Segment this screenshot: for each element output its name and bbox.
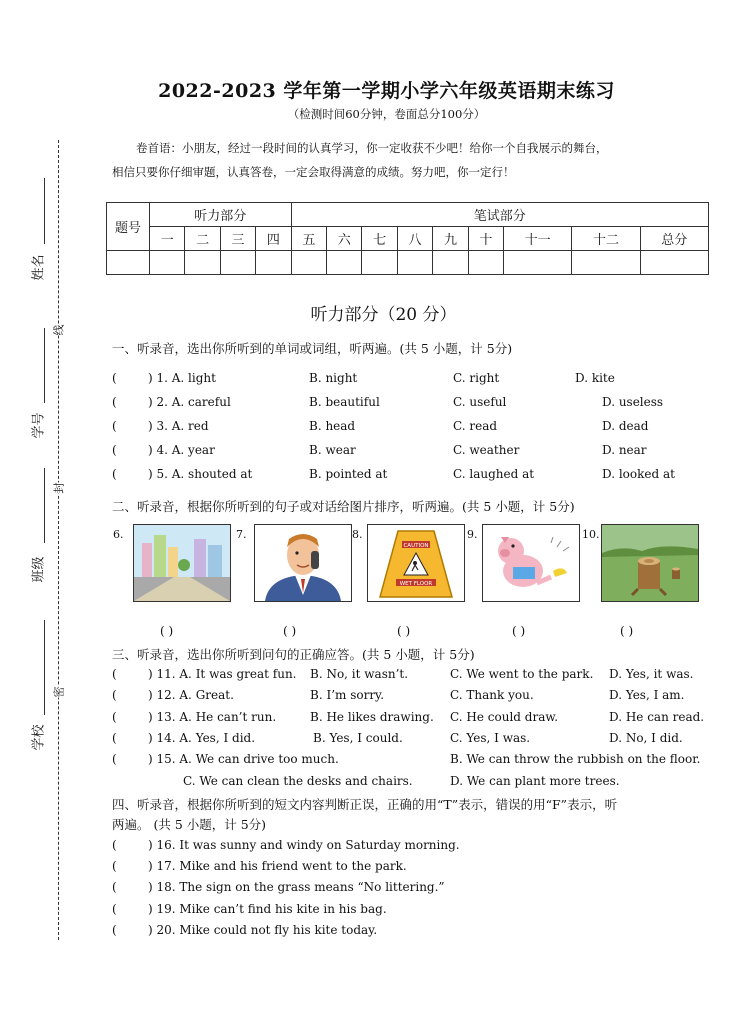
- score-cell[interactable]: [107, 251, 150, 275]
- answer-paren-open[interactable]: (: [112, 838, 117, 852]
- part3-instruction: 三、听录音，选出你所听到问句的正确应答。(共 5 小题，计 5分): [112, 647, 475, 662]
- score-col-10: 十: [468, 227, 503, 251]
- answer-paren-open[interactable]: (: [112, 667, 117, 681]
- score-table-row-label: 题号: [107, 203, 150, 251]
- wet-floor-text: WET FLOOR: [399, 581, 433, 587]
- option-b: B. night: [309, 371, 358, 385]
- option-b: B. Yes, I could.: [313, 731, 403, 745]
- name-fill-line: [44, 178, 45, 244]
- option-a: ) 1. A. light: [148, 371, 216, 385]
- option-c: C. read: [453, 419, 498, 433]
- school-fill-line: [44, 620, 45, 715]
- option-b: B. wear: [309, 443, 356, 457]
- option-d: D. He can read.: [609, 710, 705, 724]
- option-b: B. pointed at: [309, 467, 388, 481]
- score-col-total: 总分: [640, 227, 708, 251]
- option-b: B. No, it wasn’t.: [310, 667, 409, 681]
- score-cell[interactable]: [185, 251, 220, 275]
- option-a: ) 15. A. We can drive too much.: [148, 752, 339, 766]
- score-cell[interactable]: [150, 251, 185, 275]
- option-d: D. Yes, it was.: [609, 667, 694, 681]
- score-cell[interactable]: [256, 251, 291, 275]
- picture-number: 7.: [236, 528, 247, 541]
- score-col-11: 十一: [504, 227, 572, 251]
- answer-paren-open[interactable]: (: [112, 443, 117, 457]
- score-cell[interactable]: [572, 251, 640, 275]
- option-d: D. Yes, I am.: [609, 688, 685, 702]
- option-a: ) 2. A. careful: [148, 395, 231, 409]
- caution-text: CAUTION: [403, 543, 429, 549]
- option-b: B. He likes drawing.: [310, 710, 434, 724]
- city-street-icon: [133, 524, 231, 602]
- student-id-fill-line: [44, 328, 45, 403]
- option-c: C. useful: [453, 395, 507, 409]
- answer-paren-open[interactable]: (: [112, 752, 117, 766]
- score-col-5: 五: [291, 227, 326, 251]
- listening-header: 听力部分: [150, 203, 292, 227]
- preface-line-2: 相信只要你仔细审题，认真答卷，一定会取得满意的成绩。努力吧，你一定行！: [112, 165, 515, 179]
- binding-dashed-line: [58, 140, 59, 940]
- written-header: 笔试部分: [291, 203, 708, 227]
- man-on-phone-icon: [254, 524, 352, 602]
- option-c: C. laughed at: [453, 467, 535, 481]
- option-d: D. near: [602, 443, 647, 457]
- option-c: C. weather: [453, 443, 520, 457]
- option-d: D. dead: [602, 419, 649, 433]
- picture-answer-paren[interactable]: ( ): [620, 624, 634, 638]
- option-a: ) 5. A. shouted at: [148, 467, 253, 481]
- statement-text: ) 16. It was sunny and windy on Saturday morning.: [148, 838, 460, 852]
- picture-answer-paren[interactable]: ( ): [160, 624, 174, 638]
- page-subtitle: （检测时间60分钟，卷面总分100分）: [287, 107, 486, 121]
- name-label: 姓名: [31, 254, 47, 281]
- score-cell[interactable]: [327, 251, 362, 275]
- pig-slipping-icon: [482, 524, 580, 602]
- student-id-label: 学号: [31, 412, 47, 439]
- picture-answer-paren[interactable]: ( ): [283, 624, 297, 638]
- score-cell[interactable]: [468, 251, 503, 275]
- option-b: B. I’m sorry.: [310, 688, 385, 702]
- score-cell[interactable]: [291, 251, 326, 275]
- answer-paren-open[interactable]: (: [112, 371, 117, 385]
- answer-paren-open[interactable]: (: [112, 710, 117, 724]
- option-d: D. useless: [602, 395, 664, 409]
- answer-paren-open[interactable]: (: [112, 467, 117, 481]
- score-cell[interactable]: [433, 251, 468, 275]
- option-d: D. No, I did.: [609, 731, 683, 745]
- answer-paren-open[interactable]: (: [112, 731, 117, 745]
- seal-mark-seal: 封: [52, 482, 66, 494]
- option-c: C. Yes, I was.: [450, 731, 531, 745]
- tree-stump-icon: [601, 524, 699, 602]
- answer-paren-open[interactable]: (: [112, 902, 117, 916]
- answer-paren-open[interactable]: (: [112, 859, 117, 873]
- picture-number: 9.: [467, 528, 478, 541]
- page-title: 2022-2023 学年第一学期小学六年级英语期末练习: [158, 80, 615, 102]
- score-col-4: 四: [256, 227, 291, 251]
- option-c: C. Thank you.: [450, 688, 534, 702]
- picture-number: 6.: [113, 528, 124, 541]
- class-label: 班级: [31, 556, 47, 583]
- score-cell[interactable]: [362, 251, 397, 275]
- school-label: 学校: [31, 724, 47, 751]
- option-d: D. kite: [575, 371, 615, 385]
- statement-text: ) 17. Mike and his friend went to the park.: [148, 859, 407, 873]
- answer-paren-open[interactable]: (: [112, 880, 117, 894]
- score-col-7: 七: [362, 227, 397, 251]
- option-b: B. beautiful: [309, 395, 380, 409]
- preface-line-1: 卷首语：小朋友，经过一段时间的认真学习，你一定收获不少吧！给你一个自我展示的舞台，: [136, 141, 608, 155]
- option-b: B. head: [309, 419, 356, 433]
- option-c: C. We went to the park.: [450, 667, 594, 681]
- score-cell[interactable]: [504, 251, 572, 275]
- score-cell[interactable]: [220, 251, 255, 275]
- option-c: C. right: [453, 371, 500, 385]
- part1-instruction: 一、听录音，选出你所听到的单词或词组，听两遍。(共 5 小题，计 5分): [112, 341, 513, 356]
- option-c: C. We can clean the desks and chairs.: [183, 774, 413, 788]
- seal-mark-line: 线: [52, 324, 66, 336]
- picture-number: 8.: [352, 528, 363, 541]
- option-a: ) 3. A. red: [148, 419, 209, 433]
- answer-paren-open[interactable]: (: [112, 395, 117, 409]
- option-a: ) 13. A. He can’t run.: [148, 710, 277, 724]
- score-col-12: 十二: [572, 227, 640, 251]
- picture-number: 10.: [582, 528, 600, 541]
- answer-paren-open[interactable]: (: [112, 923, 117, 937]
- score-col-3: 三: [220, 227, 255, 251]
- option-a: ) 11. A. It was great fun.: [148, 667, 297, 681]
- score-cell[interactable]: [397, 251, 432, 275]
- score-col-8: 八: [397, 227, 432, 251]
- picture-answer-paren[interactable]: ( ): [397, 624, 411, 638]
- part2-instruction: 二、听录音，根据你所听到的句子或对话给图片排序，听两遍。(共 5 小题，计 5分): [112, 499, 575, 514]
- option-a: ) 14. A. Yes, I did.: [148, 731, 256, 745]
- score-col-1: 一: [150, 227, 185, 251]
- option-a: ) 4. A. year: [148, 443, 215, 457]
- class-fill-line: [44, 468, 45, 543]
- score-col-6: 六: [327, 227, 362, 251]
- option-b: B. We can throw the rubbish on the floor.: [450, 752, 701, 766]
- statement-text: ) 18. The sign on the grass means “No littering.”: [148, 880, 445, 894]
- score-table: [106, 202, 709, 275]
- wet-floor-sign-icon: [367, 524, 465, 602]
- seal-mark-secret: 密: [52, 686, 66, 698]
- listening-section-title: 听力部分（20 分）: [310, 305, 457, 325]
- score-col-2: 二: [185, 227, 220, 251]
- statement-text: ) 20. Mike could not fly his kite today.: [148, 923, 378, 937]
- option-c: C. He could draw.: [450, 710, 559, 724]
- score-cell[interactable]: [640, 251, 708, 275]
- answer-paren-open[interactable]: (: [112, 688, 117, 702]
- picture-answer-paren[interactable]: ( ): [512, 624, 526, 638]
- option-a: ) 12. A. Great.: [148, 688, 234, 702]
- score-col-9: 九: [433, 227, 468, 251]
- statement-text: ) 19. Mike can’t find his kite in his bag.: [148, 902, 387, 916]
- answer-paren-open[interactable]: (: [112, 419, 117, 433]
- part4-instruction-line-1: 四、听录音，根据你所听到的短文内容判断正误，正确的用“T”表示，错误的用“F”表示，听: [112, 797, 618, 812]
- option-d: D. looked at: [602, 467, 675, 481]
- part4-instruction-line-2: 两遍。 (共 5 小题，计 5分): [112, 817, 267, 832]
- option-d: D. We can plant more trees.: [450, 774, 620, 788]
